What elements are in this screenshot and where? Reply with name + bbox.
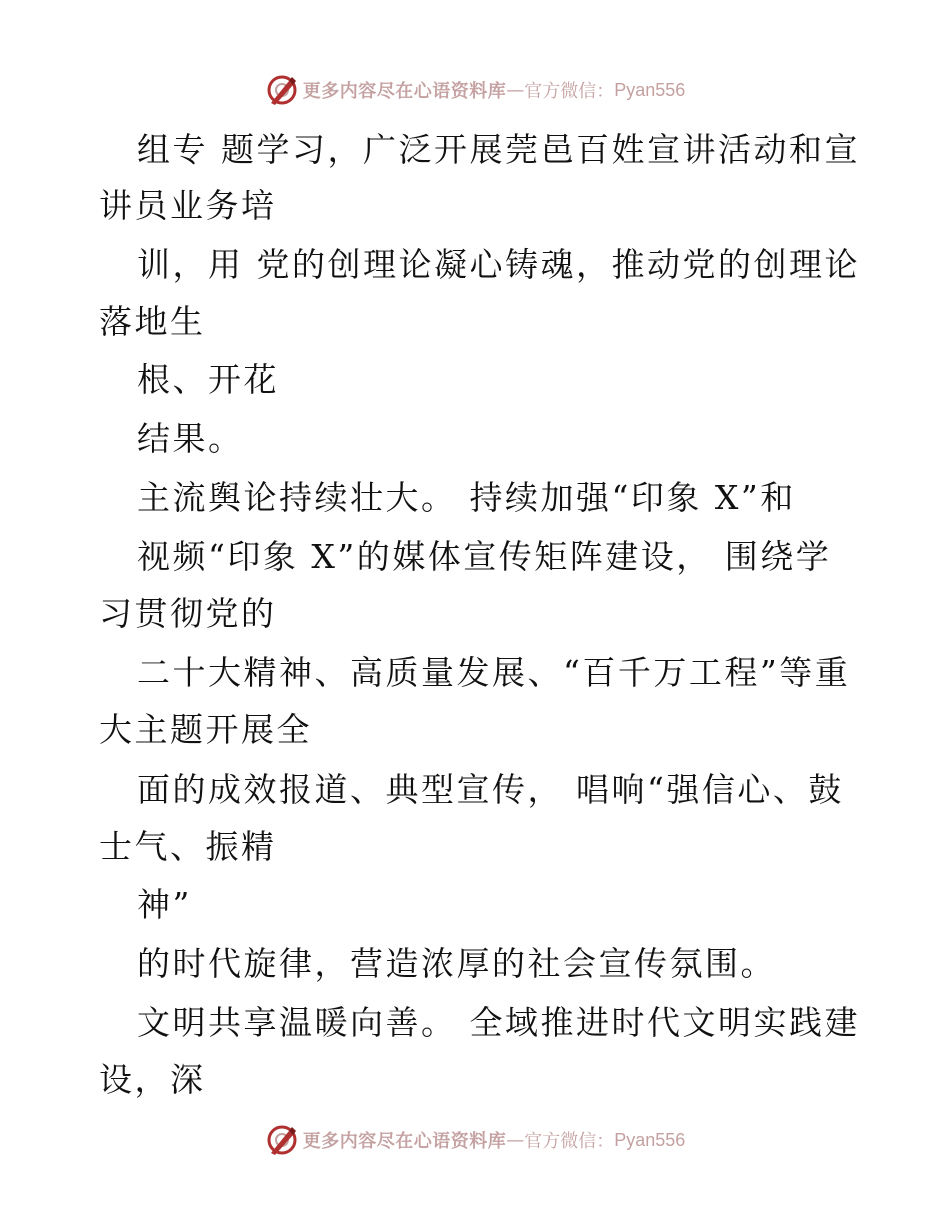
body-line-13: 士气、振精 bbox=[99, 827, 277, 866]
body-line-11: 大主题开展全 bbox=[99, 710, 312, 749]
footer-separator: — bbox=[506, 1129, 525, 1151]
header-wechat-label: 官方微信： bbox=[524, 81, 615, 102]
header-brand-text: 更多内容尽在心语资料库 bbox=[302, 81, 507, 102]
body-line-8: 视频“印象 X”的媒体宣传矩阵建设， 围绕学 bbox=[137, 537, 832, 576]
body-line-16: 文明共享温暖向善。 全域推进时代文明实践建 bbox=[137, 1003, 860, 1042]
body-line-7: 主流舆论持续壮大。 持续加强“印象 X”和 bbox=[137, 478, 796, 517]
body-line-12: 面的成效报道、典型宣传， 唱响“强信心、鼓 bbox=[137, 770, 844, 809]
body-line-4: 落地生 bbox=[99, 302, 206, 341]
pen-logo-icon bbox=[265, 1123, 299, 1157]
footer-wechat-label: 官方微信： bbox=[524, 1131, 615, 1152]
footer-brand-text: 更多内容尽在心语资料库 bbox=[302, 1131, 507, 1152]
body-line-5: 根、开花 bbox=[137, 360, 279, 399]
body-line-17: 设，深 bbox=[99, 1060, 206, 1099]
body-line-14: 神” bbox=[137, 885, 192, 924]
body-line-6: 结果。 bbox=[137, 419, 244, 458]
header-separator: — bbox=[506, 79, 525, 101]
body-line-10: 二十大精神、高质量发展、“百千万工程”等重 bbox=[137, 653, 851, 692]
body-line-1: 组专 题学习，广泛开展莞邑百姓宣讲活动和宣 bbox=[137, 130, 860, 169]
pen-logo-icon bbox=[265, 73, 299, 107]
body-line-15: 的时代旋律，营造浓厚的社会宣传氛围。 bbox=[137, 944, 776, 983]
body-line-2: 讲员业务培 bbox=[99, 186, 277, 225]
header-watermark bbox=[0, 72, 950, 108]
footer-wechat-id: Pyan556 bbox=[614, 1129, 686, 1150]
body-line-3: 训，用 党的创理论凝心铸魂，推动党的创理论 bbox=[137, 245, 860, 284]
body-line-9: 习贯彻党的 bbox=[99, 594, 277, 633]
header-wechat-id: Pyan556 bbox=[614, 79, 686, 100]
footer-watermark bbox=[0, 1122, 950, 1158]
